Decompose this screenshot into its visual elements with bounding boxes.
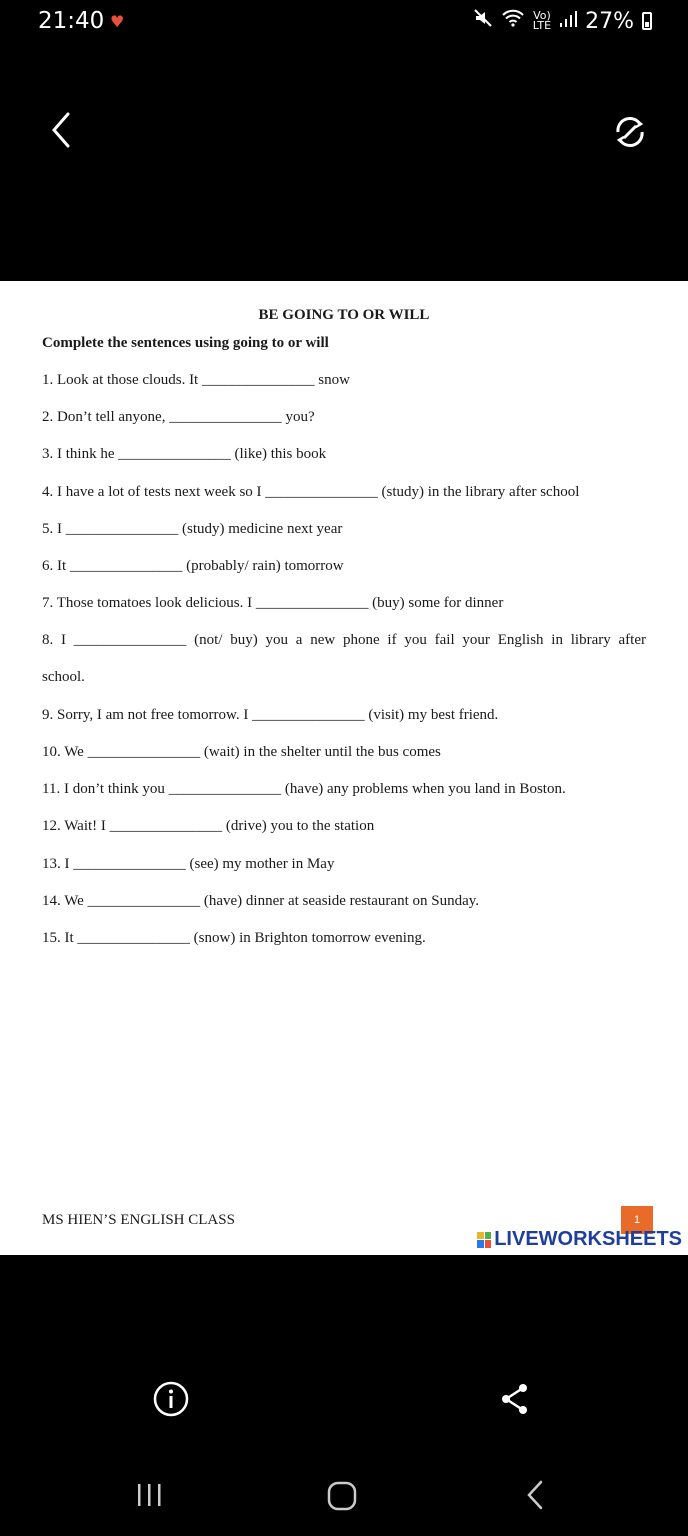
worksheet-instruction: Complete the sentences using going to or will bbox=[42, 335, 329, 351]
question-14: 14. We _______________ (have) dinner at seaside restaurant on Sunday. bbox=[42, 893, 480, 909]
share-icon bbox=[496, 1380, 534, 1418]
mute-icon bbox=[473, 8, 493, 34]
question-12: 12. Wait! I _______________ (drive) you to the station bbox=[42, 818, 375, 834]
question-4: 4. I have a lot of tests next week so I _______________ (study) in the library after school bbox=[42, 484, 580, 500]
signal-icon bbox=[559, 9, 577, 34]
share-button[interactable] bbox=[496, 1380, 534, 1418]
wifi-icon bbox=[501, 8, 525, 34]
question-5: 5. I _______________ (study) medicine next year bbox=[42, 521, 343, 537]
home-button[interactable] bbox=[322, 1476, 362, 1516]
status-indicators bbox=[473, 8, 652, 34]
info-icon bbox=[152, 1380, 190, 1418]
status-bar bbox=[0, 0, 688, 46]
liveworksheets-logo-icon bbox=[477, 1232, 491, 1248]
question-6: 6. It _______________ (probably/ rain) tomorrow bbox=[42, 558, 344, 574]
heart-notification-icon: ♥ bbox=[110, 12, 125, 31]
network-type: Vo) LTE bbox=[532, 9, 552, 32]
question-9: 9. Sorry, I am not free tomorrow. I _______________ (visit) my best friend. bbox=[42, 707, 499, 723]
liveworksheets-logo bbox=[477, 1228, 682, 1251]
brand-name: LIVEWORKSHEETS bbox=[494, 1228, 682, 1250]
question-1: 1. Look at those clouds. It _______________ snow bbox=[42, 372, 350, 388]
home-icon bbox=[322, 1476, 362, 1516]
recents-button[interactable] bbox=[130, 1476, 170, 1516]
worksheet-title: BE GOING TO OR WILL bbox=[258, 307, 430, 323]
nav-back-button[interactable] bbox=[515, 1476, 555, 1516]
info-button[interactable] bbox=[152, 1380, 190, 1418]
status-clock: 21:40 bbox=[38, 8, 105, 34]
nav-back-icon bbox=[515, 1476, 555, 1516]
question-11: 11. I don’t think you _______________ (have) any problems when you land in Boston. bbox=[42, 781, 566, 797]
battery-level: 27% bbox=[585, 8, 634, 34]
worksheet-footer: MS HIEN’S ENGLISH CLASS bbox=[42, 1212, 235, 1228]
chevron-left-icon bbox=[44, 108, 84, 152]
question-8: 8. I _______________ (not/ buy) you a new phone if you fail your English in library after bbox=[42, 632, 646, 648]
page-number-badge: 1 bbox=[621, 1206, 653, 1234]
question-10: 10. We _______________ (wait) in the shelter until the bus comes bbox=[42, 744, 441, 760]
question-8-continued: school. bbox=[42, 669, 85, 685]
worksheet-page bbox=[0, 281, 688, 1255]
question-7: 7. Those tomatoes look delicious. I _______________ (buy) some for dinner bbox=[42, 595, 504, 611]
rotate-lock-icon bbox=[608, 110, 652, 154]
question-3: 3. I think he _______________ (like) this book bbox=[42, 446, 327, 462]
back-button[interactable] bbox=[44, 108, 84, 152]
recents-icon bbox=[130, 1476, 170, 1516]
battery-icon bbox=[642, 12, 652, 30]
question-15: 15. It _______________ (snow) in Brighton tomorrow evening. bbox=[42, 930, 426, 946]
question-2: 2. Don’t tell anyone, _______________ you? bbox=[42, 409, 315, 425]
question-13: 13. I _______________ (see) my mother in May bbox=[42, 856, 335, 872]
rotate-button[interactable] bbox=[608, 110, 652, 154]
